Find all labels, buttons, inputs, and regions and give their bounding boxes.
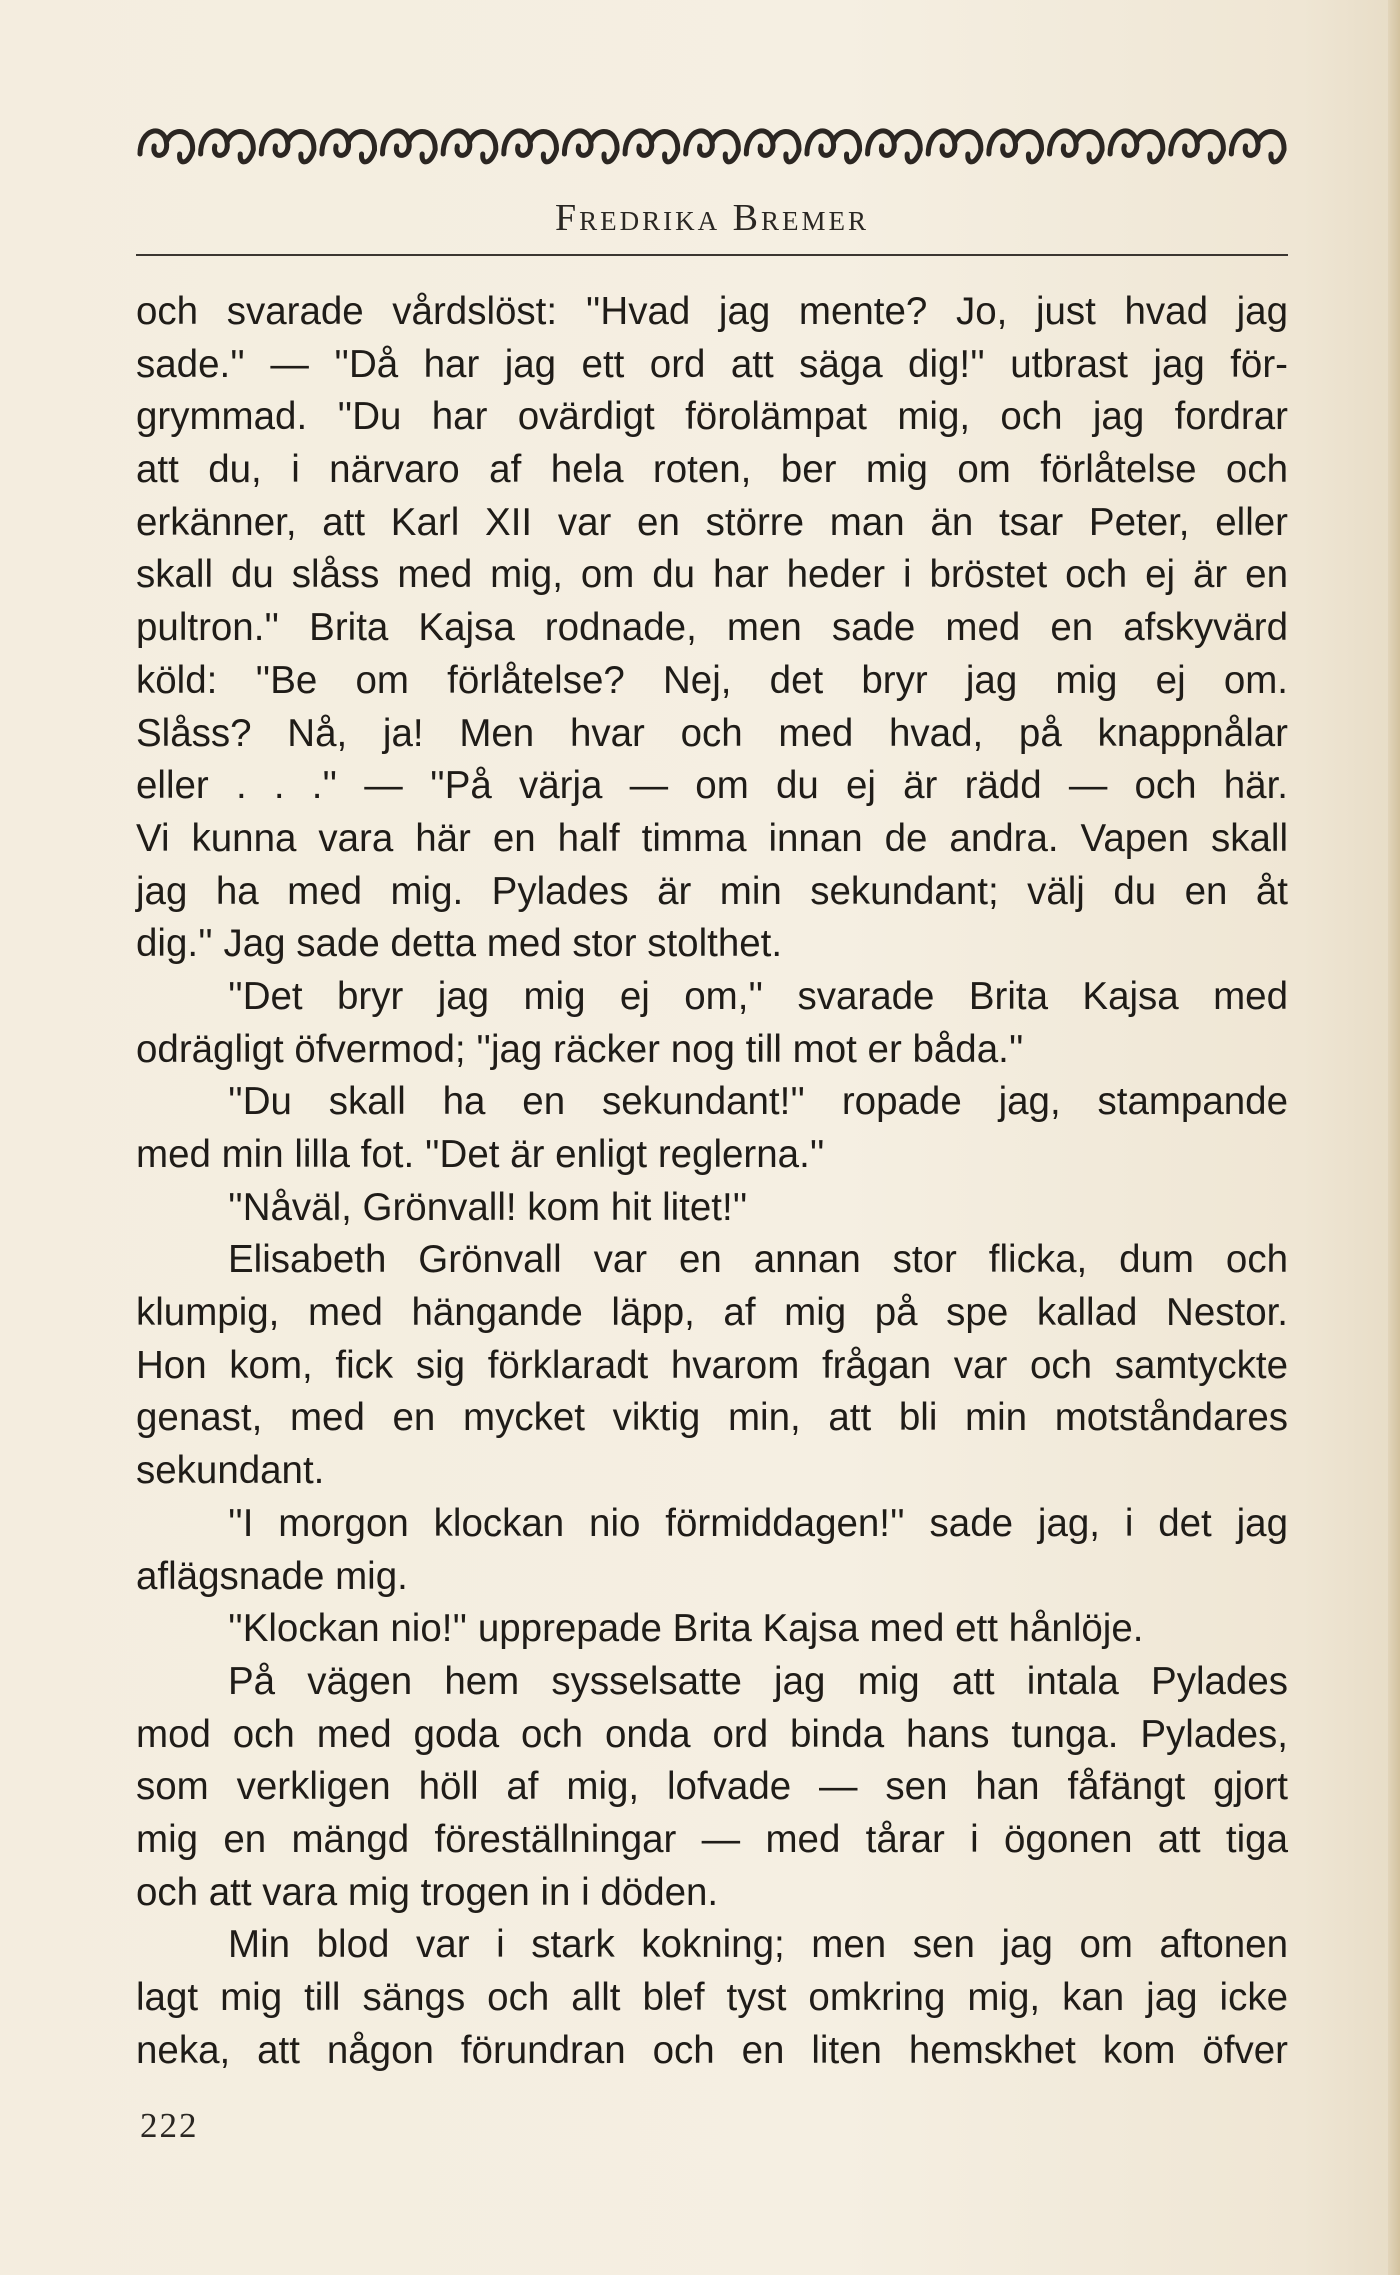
ornament-scroll-segment — [868, 131, 921, 162]
text-line: pultron.'' Brita Kajsa rodnade, men sade med en afskyvärd — [136, 606, 1288, 650]
text-line: aflägsnade mig. — [136, 1554, 408, 1598]
header-rule — [136, 254, 1288, 256]
ornament-scroll-segment — [261, 131, 314, 162]
text-line: grymmad. ''Du har ovärdigt förolämpat mig, och jag fordrar — [136, 395, 1288, 439]
text-line: ''Det bryr jag mig ej om,'' svarade Brita Kajsa med — [228, 974, 1288, 1018]
text-line: Elisabeth Grönvall var en annan stor flicka, dum och — [228, 1238, 1288, 1282]
text-line: klumpig, med hängande läpp, af mig på spe kallad Nestor. — [136, 1291, 1288, 1335]
text-line: eller . . .'' — ''På värja — om du ej är rädd — och här. — [136, 764, 1288, 808]
text-line: På vägen hem sysselsatte jag mig att intala Pylades — [228, 1659, 1288, 1703]
text-line: att du, i närvaro af hela roten, ber mig om förlåtelse och — [136, 448, 1288, 492]
text-line: ''Nåväl, Grönvall! kom hit litet!'' — [228, 1185, 748, 1229]
text-line: jag ha med mig. Pylades är min sekundant; välj du en åt — [136, 869, 1288, 913]
ornament-scroll-segment — [1110, 131, 1163, 162]
ornament-scroll-segment — [383, 131, 436, 162]
page-number: 222 — [140, 2106, 199, 2145]
text-line: dig.'' Jag sade detta med stor stolthet. — [136, 922, 783, 966]
ornament-scroll-segment — [1171, 131, 1224, 162]
text-line: ''Du skall ha en sekundant!'' ropade jag, stampande — [228, 1080, 1288, 1124]
text-line: ''I morgon klockan nio förmiddagen!'' sade jag, i det jag — [228, 1501, 1288, 1545]
ornament-scroll-segment — [1231, 131, 1284, 162]
text-line: ''Klockan nio!'' upprepade Brita Kajsa med ett hånlöje. — [228, 1607, 1144, 1651]
ornament-scroll-segment — [140, 131, 193, 162]
ornament-scroll-segment — [504, 131, 557, 162]
ornament-scroll-segment — [443, 131, 496, 162]
ornament-scroll-segment — [322, 131, 375, 162]
text-line: genast, med en mycket viktig min, att bli min motståndares — [136, 1396, 1288, 1440]
text-line: erkänner, att Karl XII var en större man än tsar Peter, eller — [136, 500, 1288, 544]
text-line: med min lilla fot. ''Det är enligt reglerna.'' — [136, 1133, 825, 1176]
text-line: mig en mängd föreställningar — med tårar i ögonen att tiga — [136, 1817, 1288, 1861]
text-line: mod och med goda och onda ord binda hans tunga. Pylades, — [136, 1712, 1288, 1756]
scroll-wave-ornament-icon — [136, 114, 1288, 176]
body-text — [136, 286, 1288, 2077]
text-line: köld: ''Be om förlåtelse? Nej, det bryr jag mig ej om. — [136, 658, 1288, 702]
ornament-scroll-segment — [201, 131, 254, 162]
text-line: och att vara mig trogen in i döden. — [136, 1870, 719, 1914]
text-line: Min blod var i stark kokning; men sen jag om aftonen — [228, 1923, 1288, 1967]
ornament-scroll-segment — [625, 131, 678, 162]
ornament-scroll-segment — [989, 131, 1042, 162]
text-line: Hon kom, fick sig förklaradt hvarom frågan var och samtyckte — [136, 1343, 1288, 1387]
text-line: Vi kunna vara här en half timma innan de andra. Vapen skall — [136, 816, 1288, 860]
ornament-scroll-segment — [928, 131, 981, 162]
text-line: skall du slåss med mig, om du har heder i bröstet och ej är en — [136, 553, 1288, 597]
ornament-scroll-segment — [1049, 131, 1102, 162]
text-line: och svarade vårdslöst: ''Hvad jag mente? Jo, just hvad jag — [136, 290, 1288, 333]
text-line: lagt mig till sängs och allt blef tyst omkring mig, kan jag icke — [136, 1976, 1288, 2019]
text-line: odrägligt öfvermod; ''jag räcker nog till mot er båda.'' — [136, 1027, 1024, 1071]
ornament-scroll-segment — [564, 131, 617, 162]
page-edge-shadow — [1388, 0, 1400, 2275]
ornament-scroll-segment — [746, 131, 799, 162]
running-head: Fredrika Bremer — [555, 197, 869, 239]
text-line: som verkligen höll af mig, lofvade — sen han fåfängt gjort — [136, 1765, 1288, 1809]
ornament-scroll-segment — [807, 131, 860, 162]
text-line: sekundant. — [136, 1449, 325, 1493]
ornament-scroll-segment — [686, 131, 739, 162]
text-line: neka, att någon förundran och en liten hemskhet kom öfver — [136, 2028, 1288, 2072]
text-line: sade.'' — ''Då har jag ett ord att säga dig!'' utbrast jag för- — [136, 342, 1288, 386]
text-line: Slåss? Nå, ja! Men hvar och med hvad, på knappnålar — [136, 711, 1288, 755]
